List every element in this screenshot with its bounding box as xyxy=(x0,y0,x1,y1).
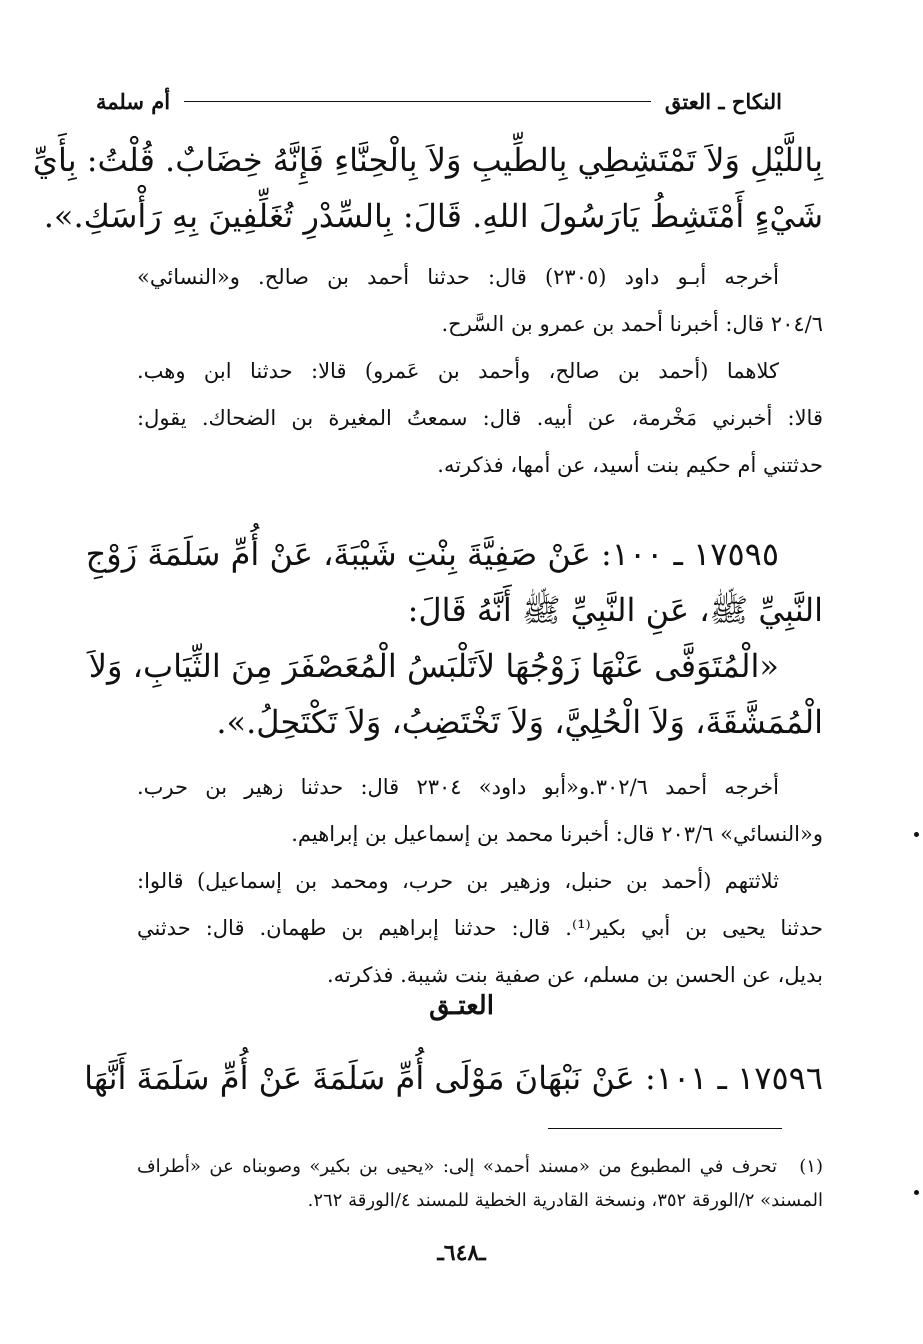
footnote-text: تحرف في المطبوع من «مسند أحمد» إلى: «يحيى بن بكير» وصوبناه عن «أطراف xyxy=(137,1156,777,1177)
takhrij-line: ثلاثتهم (أحمد بن حنبل، وزهير بن حرب، ومحمد بن إسماعيل) قالوا: xyxy=(137,869,779,893)
takhrij-line: حدثتني أم حكيم بنت أسيد، عن أمها، فذكرته. xyxy=(437,453,823,477)
takhrij-line: أخرجه أحمد ٣٠٢/٦.و«أبو داود» ٢٣٠٤ قال: حدثنا زهير بن حرب. xyxy=(137,775,779,799)
hadith-line: شَيْءٍ أَمْتَشِطُ يَارَسُولَ اللهِ. قَالَ: بِالسِّدْرِ تُغَلِّفِينَ بِهِ رَأْسَكِ.». xyxy=(43,197,823,235)
takhrij-line: بديل، عن الحسن بن مسلم، عن صفية بنت شيبة. فذكرته. xyxy=(326,963,823,987)
footnotes xyxy=(137,1150,823,1218)
takhrij-line: قالا: أخبرني مَخْرمة، عن أبيه. قال: سمعتُ المغيرة بن الضحاك. يقول: xyxy=(137,406,823,430)
hadith-line: النَّبِيِّ ﷺ، عَنِ النَّبِيِّ ﷺ أَنَّهُ قَالَ: xyxy=(407,591,823,629)
header-rule xyxy=(184,101,651,102)
takhrij-line: ٢٠٤/٦ قال: أخبرنا أحمد بن عمرو بن السَّرح. xyxy=(441,312,823,336)
running-header xyxy=(96,86,782,116)
takhrij-line: و«النسائي» ٢٠٣/٦ قال: أخبرنا محمد بن إسماعيل بن إبراهيم. xyxy=(291,822,823,846)
takhrij-line: حدثنا يحيى بن أبي بكير⁽¹⁾. قال: حدثنا إبراهيم بن طهمان. قال: حدثني xyxy=(137,916,823,940)
hadith-continuation xyxy=(32,132,823,244)
hadith-line: الْمُمَشَّقَةَ، وَلاَ الْحُلِيَّ، وَلاَ تَخْتَضِبُ، وَلاَ تَكْتَحِلُ.». xyxy=(216,703,823,741)
takhrij-block-2 xyxy=(137,764,823,999)
section-heading: العتـق xyxy=(429,991,494,1021)
takhrij-line: كلاهما (أحمد بن صالح، وأحمد بن عَمرو) قالا: حدثنا ابن وهب. xyxy=(137,359,779,383)
takhrij-line: أخرجه أبـو داود (٢٣٠٥) قال: حدثنا أحمد بن صالح. و«النسائي» xyxy=(137,265,779,289)
takhrij-block-1 xyxy=(137,254,823,489)
hadith-line: ١٧٥٩٦ ـ ١٠١: عَنْ نَبْهَانَ مَوْلَى أُمِّ سَلَمَةَ عَنْ أُمِّ سَلَمَةَ أَنَّهَا xyxy=(84,1059,823,1097)
margin-mark xyxy=(914,832,919,837)
hadith-line: ١٧٥٩٥ ـ ١٠٠: عَنْ صَفِيَّةَ بِنْتِ شَيْبَةَ، عَنْ أُمِّ سَلَمَةَ زَوْجِ xyxy=(85,535,779,573)
hadith-17595 xyxy=(85,526,823,750)
margin-mark xyxy=(914,1190,919,1195)
footnote-line xyxy=(137,1150,823,1184)
hadith-17596 xyxy=(84,1050,823,1106)
header-chapter-title: النكاح ـ العتق xyxy=(664,88,782,114)
hadith-line: بِاللَّيْلِ وَلاَ تَمْتَشِطِي بِالطِّيبِ وَلاَ بِالْحِنَّاءِ فَإِنَّهُ خِضَابٌ. قُلْتُ: بِأَيِّ xyxy=(32,141,823,179)
header-musnad-name: أم سلمة xyxy=(96,88,171,114)
footnote-rule xyxy=(548,1128,782,1129)
footnote-line: المسند» ٢/الورقة ٣٥٢، ونسخة القادرية الخطية للمسند ٤/الورقة ٢٦٢. xyxy=(307,1190,823,1211)
page-number: ـ٦٤٨ـ xyxy=(437,1240,486,1266)
footnote-marker: (١) xyxy=(799,1156,823,1177)
hadith-line: «الْمُتَوَفَّى عَنْهَا زَوْجُهَا لاَتَلْبَسُ الْمُعَصْفَرَ مِنَ الثِّيَابِ، وَلاَ xyxy=(88,647,779,685)
